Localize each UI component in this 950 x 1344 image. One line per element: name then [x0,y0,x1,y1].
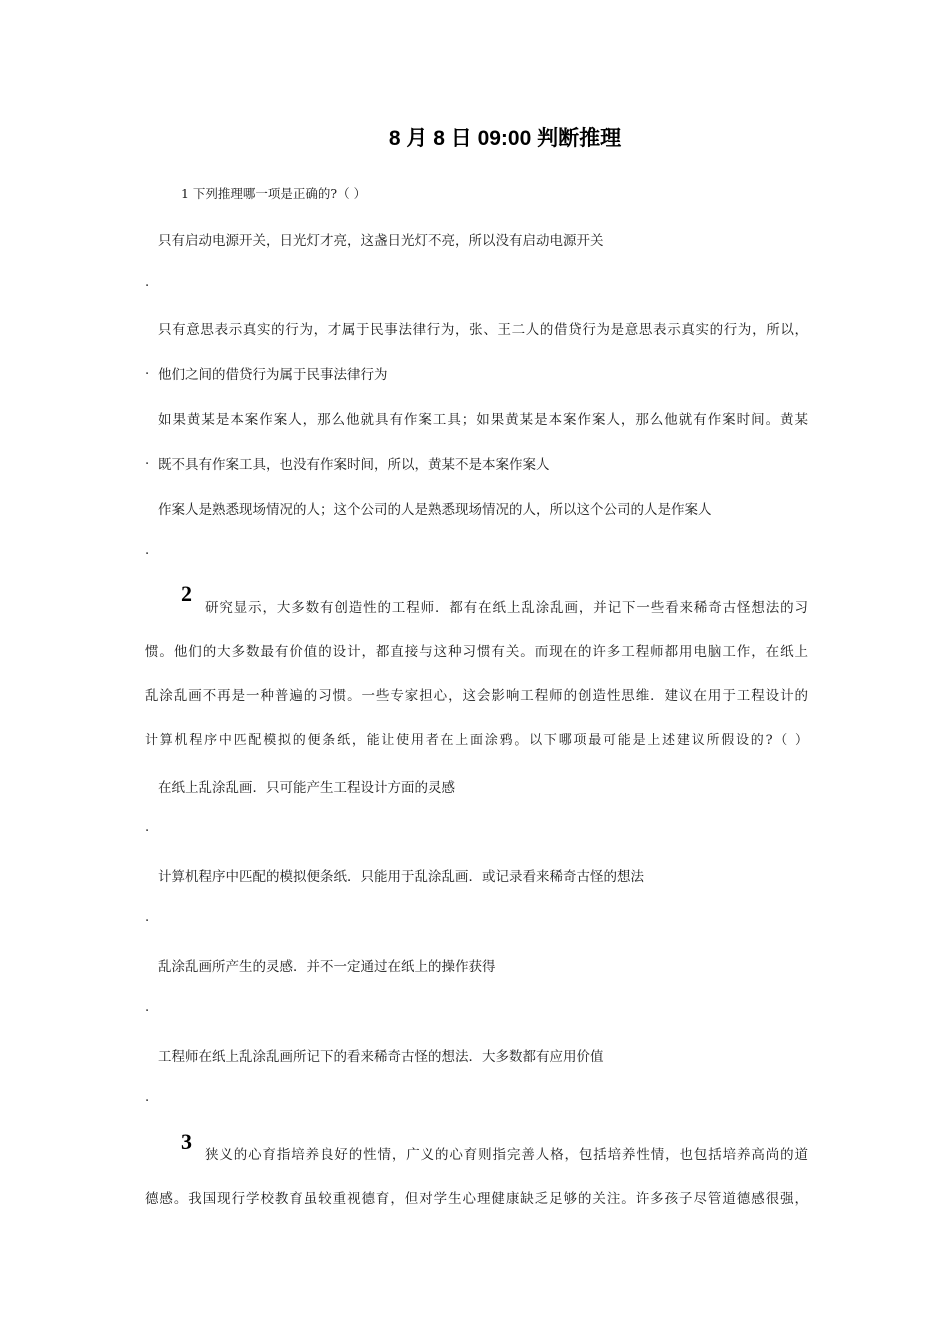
page-title: 8 月 8 日 09:00 判断推理 [388,127,622,150]
question-2-line-3: 乱涂乱画不再是一种普遍的习惯。一些专家担心，这会影响工程师的创造性思维．建议在用于工程设计的 [145,688,808,704]
q1-option-d-text: 作案人是熟悉现场情况的人；这个公司的人是熟悉现场情况的人，所以这个公司的人是作案人 [158,502,712,518]
q2-option-d-text: 工程师在纸上乱涂乱画所记下的看来稀奇古怪的想法．大多数都有应用价值 [158,1049,604,1065]
q1-option-c-text: 如果黄某是本案作案人，那么他就具有作案工具；如果黄某是本案作案人，那么他就有作案时间。黄某 [158,412,808,428]
q2-option-c-text: 乱涂乱画所产生的灵感．并不一定通过在纸上的操作获得 [158,959,496,975]
q2-option-b-marker: . [145,910,150,925]
question-3-number: 3 [181,1129,192,1154]
q1-option-b-text: 只有意思表示真实的行为，才属于民事法律行为，张、王二人的借贷行为是意思表示真实的行为，所以， [158,322,808,338]
question-1-stem: 1 下列推理哪一项是正确的?（ ） [181,186,367,201]
q1-option-a-text: 只有启动电源开关，日光灯才亮，这盏日光灯不亮，所以没有启动电源开关 [158,233,604,249]
q2-option-a-marker: . [145,820,150,835]
q1-option-b-text-cont: 他们之间的借贷行为属于民事法律行为 [158,367,388,383]
q1-option-b-marker: . [145,363,150,378]
question-2-number: 2 [181,581,192,606]
q2-option-a-text: 在纸上乱涂乱画．只可能产生工程设计方面的灵感 [158,780,455,796]
question-2-line-1: 研究显示，大多数有创造性的工程师．都有在纸上乱涂乱画，并记下一些看来稀奇古怪想法的习 [205,600,808,616]
q2-option-b-text: 计算机程序中匹配的模拟便条纸．只能用于乱涂乱画．或记录看来稀奇古怪的想法 [158,869,644,885]
question-3-line-1: 狭义的心育指培养良好的性情，广义的心育则指完善人格，包括培养性情，也包括培养高尚的道 [205,1147,808,1163]
q2-option-d-marker: . [145,1090,150,1105]
q1-option-c-text-cont: 既不具有作案工具，也没有作案时间，所以，黄某不是本案作案人 [158,457,550,473]
q1-option-a-marker: . [145,275,150,290]
question-2-line-2: 惯。他们的大多数最有价值的设计，都直接与这种习惯有关。而现在的许多工程师都用电脑工作，在纸上 [145,644,808,660]
question-2-line-4: 计算机程序中匹配模拟的便条纸，能让使用者在上面涂鸦。以下哪项最可能是上述建议所假设的?（ ） [145,733,808,748]
q1-option-c-marker: . [145,453,150,468]
q1-option-d-marker: . [145,543,150,558]
q2-option-c-marker: . [145,1000,150,1015]
question-3-line-2: 德感。我国现行学校教育虽较重视德育，但对学生心理健康缺乏足够的关注。许多孩子尽管道德感很强， [145,1191,808,1207]
